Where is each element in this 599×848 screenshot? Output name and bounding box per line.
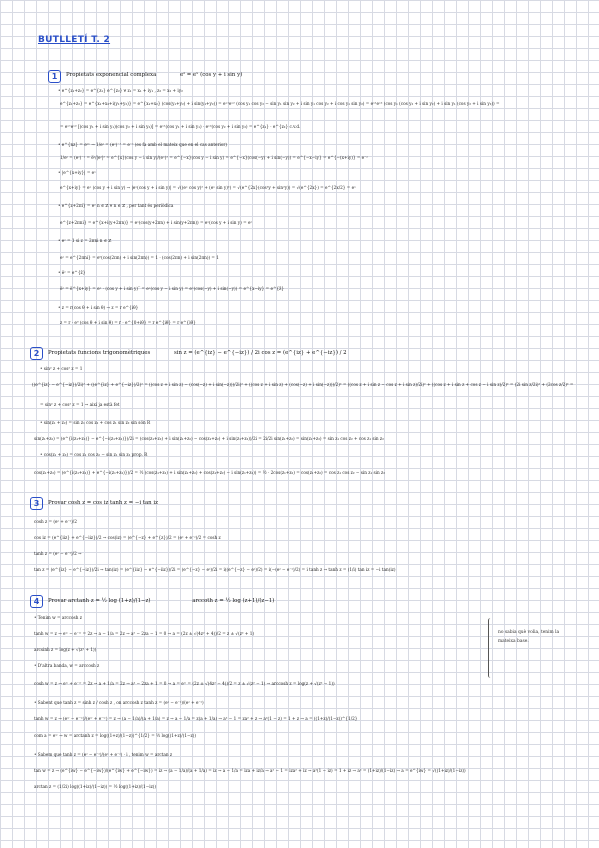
formula-line: arctan z = (1/2i) log((1+iz)/(1−iz)) = ½ log((1+iz)/(1−iz)) xyxy=(34,784,157,789)
formula-line: • D'altra banda, w = arccosh z xyxy=(34,663,100,668)
formula-line: • e^{z+2πi} = eᶻ n ∈ ℤ ∀ n ∈ ℤ , per tant és periòdica xyxy=(58,203,174,208)
section-number-1: 1 xyxy=(48,70,61,83)
formula-line: e^{x+iy} = eˣ (cos y + i sin y) → |eˣ(cos y + i sin y)| = √((eˣ cos y)² + (eˣ sin y)²) = √(e^{2x}(cos²y + sin²y)) = √(e^{2x}) = e^{2x/2} = eˣ xyxy=(60,185,356,190)
section-heading-text: Propietats exponencial complexa xyxy=(66,72,157,78)
formula-line: tanh z = (eᶻ − e⁻ᶻ)/2 → xyxy=(34,551,82,556)
formula-line: • z = r(cos θ + i sin θ) → z = r e^{iθ} xyxy=(58,305,139,310)
formula-line: arcsinh z = log(z + √(z² + 1)) xyxy=(34,647,97,652)
formula-line: cosh z = (eᶻ + e⁻ᶻ)/2 xyxy=(34,519,77,524)
formula-line: tanh w = z → (eʷ − e⁻ʷ)/(eʷ + e⁻ʷ) = z → (a − 1/a)/(a + 1/a) = z → a − 1/a = z(a + 1/a) → a² − 1 = za² + z → a²(1 − z) = 1 + z → a = ((1+z)/(1−z))^{1/2} xyxy=(34,716,358,721)
formula-line: cosh w = z → eʷ + e⁻ʷ = 2z → a + 1/a = 2z → a² − 2za + 1 = 0 → a = eʷ = (2z ± √(4z² − 4))/2 = z ± √(z² − 1) → arccosh z = log(z + √(z² − 1)) xyxy=(34,681,335,686)
section-number-4: 4 xyxy=(30,595,43,608)
formula-line: • e̅ᶻ = e^{z̄} xyxy=(58,270,86,275)
formula-line: 1/eᶻ = (eᶻ)⁻¹ = e̅ᶻ/|eᶻ|² = e^{x}(cos y − i sin y)/(eˣ)² = e^{−x}(cos y − i sin y) = e^{−x}(cos(−y) + i sin(−y)) = e^{−x−iy} = e^{−(x+iy)} = e⁻ᶻ xyxy=(60,155,368,160)
formula-line: • Sabent que tanh z = sinh z / cosh z , on arccosh z tanh z = (eᶻ − e⁻ᶻ)/(eᶻ + e⁻ᶻ) xyxy=(34,700,204,705)
formula-line: e^{z+2πni} = e^{x+i(y+2πn)} = eˣ(cos(y+2πn) + i sin(y+2πn)) = eˣ(cos y + i sin y) = eᶻ xyxy=(60,220,252,225)
formula-line: eᶻ = e^{2πni} = e⁰(cos(2πn) + i sin(2πn)) = 1 · (cos(2πn) + i sin(2πn)) = 1 xyxy=(60,255,219,260)
section-number-2: 2 xyxy=(30,347,43,360)
formula-line: tan w = z → (e^{iw} − e^{−iw})/(e^{iw} + e^{−iw}) = iz → (a − 1/a)/(a + 1/a) = iz → a − 1/a = iza + iz/a → a² − 1 = iza² + iz → a²(1 − iz) = 1 + iz → a² = (1+iz)/(1−iz) → a = e^{iw} = √((1+iz)/(1−iz)) xyxy=(34,768,466,773)
formula-line: • e^{nz} = eᶻⁿ → 1/eᶻ = (eᶻ)⁻¹ = e⁻ᶻ (es fa amb el mateix que en el cas anterior) xyxy=(58,142,228,147)
formula-line: • sin(z₁ + z₂) = sin z₁ cos z₂ + cos z₁ sin z₂ sin són R xyxy=(40,420,151,425)
formula-line: = sin² z + cos² z = 1 → així ja està fet xyxy=(40,402,120,407)
section-formula: arccoth z = ½ log (z+1)/(z−1) xyxy=(192,598,275,604)
formula-line: sin(z₁+z₂) = (e^{i(z₁+z₂)} − e^{−i(z₁+z₂)})/2i = (cos(z₁+z₂) + i sin(z₁+z₂) − cos(z₁+z₂) + i sin(z₁+z₂))/2i = 2i/2i sin(z₁+z₂) = sin(z₁+z₂) = sin z₁ cos z₂ + cos z₁ sin z₂ xyxy=(34,436,384,441)
section-heading-text: Provar arctanh z = ½ log (1+z)/(1−z) xyxy=(48,598,151,604)
section-heading-2 xyxy=(48,349,347,357)
formula-line: = eˣ¹eˣ² [(cos y₁ + i sin y₁)(cos y₂ + i sin y₂)] = eˣ¹(cos y₁ + i sin y₁) · eˣ²(cos y₂ + i sin y₂) = e^{z₁} · e^{z₂} c.v.d. xyxy=(60,124,301,129)
section-heading-3: Provar cosh z = cos iz tanh z = −i tan iz xyxy=(48,500,158,506)
side-note-brace xyxy=(488,618,493,678)
formula-line: tanh w = z → eʷ − e⁻ʷ = 2z → a − 1/a = 2z → a² − 2za − 1 = 0 → a = (2z ± √(4z² + 4))/2 = z ± √(z² + 1) xyxy=(34,631,255,636)
section-heading-text: Propietats funcions trigonomètriques xyxy=(48,350,151,356)
formula-line: cos(z₁+z₂) = (e^{i(z₁+z₂)} + e^{−i(z₁+z₂)})/2 = ½ (cos(z₁+z₂) + i sin(z₁+z₂) + cos(z₁+z₂) − i sin(z₁+z₂)) = ½ · 2cos(z₁+z₂) = cos(z₁+z₂) = cos z₁ cos z₂ − sin z₁ sin z₂ xyxy=(34,470,385,475)
formula-line: e̅ᶻ = e̅^{x+iy} = eˣ · (cos y + i sin y)‾ = eˣ(cos y − i sin y) = eˣ(cos(−y) + i sin(−y)) = e^{x−iy} = e^{z̄} xyxy=(60,286,285,291)
formula-line: • eᶻ = 1 si z = 2πni n ∈ ℤ xyxy=(58,238,112,243)
formula-line: cos iz = (e^{iiz} + e^{−iiz})/2 → cos(iz) = (e^{−z} + e^{z})/2 = (eᶻ + e⁻ᶻ)/2 = cosh z xyxy=(34,535,221,540)
formula-line: • Tenim w = arccosh z xyxy=(34,615,82,620)
section-number-3: 3 xyxy=(30,497,43,510)
section-formula: eᶻ = eˣ (cos y + i sin y) xyxy=(180,72,243,78)
formula-line: • e^{z₁+z₂} = e^{z₁} e^{z₂} ∀ z₁ = x₁ + iy₁ , z₂ = x₂ + iy₂ xyxy=(58,88,183,93)
page-title: BUTLLETÍ T. 2 xyxy=(38,35,111,45)
formula-line: tan z = (e^{iz} − e^{−iz})/2i → tan(iz) = (e^{iiz} − e^{−iiz})/2i = (e^{−z} − eᶻ)/2i = i((e^{−z} − eᶻ)/2) = i(−(eᶻ − e⁻ᶻ)/2) = i tanh z → tanh z = (1/i) tan iz = −i tan(iz) xyxy=(34,567,396,572)
formula-line: • Sabem que tanh z = (eᶻ − e⁻ᶻ)/(eᶻ + e⁻ᶻ) · i , tenim w = arctan z xyxy=(34,752,173,757)
formula-line: com a = eʷ → w = arctanh z = log((1+z)/(1−z))^{1/2} = ½ log((1+z)/(1−z)) xyxy=(34,733,196,738)
formula-line: • sin² z + cos² z = 1 xyxy=(40,366,83,371)
section-heading-4 xyxy=(48,597,274,605)
side-note: no sabia què volia, tenim la mateixa base. xyxy=(498,630,560,644)
formula-line: e^{z₁+z₂} = e^{x₁+x₂+i(y₁+y₂)} = e^{x₁+x₂} (cos(y₁+y₂) + i sin(y₁+y₂)) = eˣ¹eˣ² (cos y₁ cos y₂ − sin y₁ sin y₂ + i sin y₁ cos y₂ + i cos y₁ sin y₂) = eˣ¹eˣ² (cos y₁ (cos y₂ + i sin y₂) + i sin y₁ (cos y₂ + i sin y₂)) = xyxy=(60,101,500,106)
formula-line: z = r · e⁰ (cos θ + i sin θ) = r · e^{0+iθ} = r e^{iθ} = r e^{iθ} xyxy=(60,320,196,325)
section-formula: sin z = (e^{iz} − e^{−iz}) / 2i cos z = (e^{iz} + e^{−iz}) / 2 xyxy=(173,350,347,356)
section-heading-1 xyxy=(66,71,242,79)
formula-line: ((e^{iz} − e^{−iz})/2i)² + ((e^{iz} + e^{−iz})/2)² = ((cos z + i sin z) − (cos(−z) + i sin(−z)))/2i)² + ((cos z + i sin z) + (cos(−z) + i sin(−z)))/2)² = ((cos z + i sin z − cos z + i sin z)/2i)² + ((cos z + i sin z + cos z − i sin z)/2)² = (2i sin z/2i)² + (2cos z/2)² = xyxy=(32,382,574,387)
formula-line: • |e^{x+iy}| = eˣ xyxy=(58,170,96,175)
formula-line: • cos(z₁ + z₂) = cos z₁ cos z₂ − sin z₁ sin z₂ prop. R xyxy=(40,452,148,457)
